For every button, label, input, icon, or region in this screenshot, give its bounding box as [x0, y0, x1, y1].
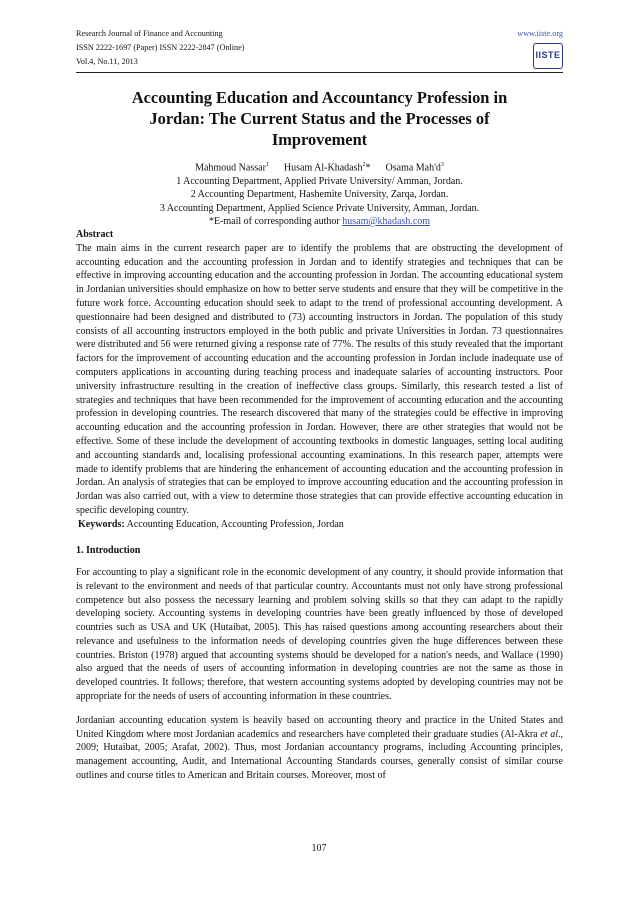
journal-url-link[interactable]: www.iiste.org — [517, 29, 563, 38]
intro-p2-part-b: ., 2009; Hutaibat, 2005; Arafat, 2002). Thus, most Jordanian accountancy programs, including Accounting principles, management accounting, Audit, and International Accounting Standards courses, generally consist of similar course outlines and course titles to American and Britain courses. Moreover, most of — [76, 728, 564, 782]
issn-line: ISSN 2222-1697 (Paper) ISSN 2222-2847 (Online) — [76, 43, 245, 52]
paper-title: Accounting Education and Accountancy Profession in Jordan: The Current Status and the Processes of Improvement — [131, 88, 508, 149]
corresponding-email-line — [76, 215, 563, 228]
author-2-sup: 2 — [362, 162, 366, 168]
abstract-heading: Abstract — [76, 229, 114, 241]
running-header — [76, 27, 563, 69]
iiste-logo: IISTE — [533, 43, 563, 69]
author-3: Osama Mah'd — [385, 162, 441, 174]
page-number: 107 — [311, 843, 327, 854]
intro-p2-part-a: Jordanian accounting education system is heavily based on accounting theory and practice in the United States and United Kingdom where most Jordanian academics and researchers have completed their graduate studies (Al-Akra — [76, 714, 563, 740]
email-prefix: *E-mail of corresponding author — [208, 215, 343, 227]
author-1-sup: 1 — [265, 162, 269, 168]
affiliation-3: 3 Accounting Department, Applied Science Private University, Amman, Jordan. — [159, 202, 480, 214]
author-1: Mahmoud Nassar — [195, 162, 266, 174]
header-divider — [76, 72, 563, 73]
volume-line: Vol.4, No.11, 2013 — [76, 57, 138, 66]
author-block — [76, 159, 563, 228]
email-link[interactable]: husam@khadash.com — [342, 215, 431, 227]
author-names — [76, 159, 563, 175]
intro-p2-etal: et al — [540, 728, 559, 740]
affiliation-1: 1 Accounting Department, Applied Private University/ Amman, Jordan. — [176, 175, 463, 187]
introduction-heading: 1. Introduction — [76, 544, 141, 556]
intro-paragraph-1: For accounting to play a significant role in the economic development of any country, it should provide information that is relevant to the environment and needs of that particular country. Accountants must not only have strong professional competence but also possess the necessary learning and problem solving skills so that they can adapt to the rapidly developing society. Accounting systems in developing countries have been greatly influenced by those of developed countries such as USA and UK (Hutaibat, 2005). This has raised questions among accounting researchers about their relevance and usefulness to the information needs of developing countries given the huge differences between these countries. Briston (1978) argued that accounting systems should be developed for a nation's needs, and Wallace (1990) also argued that the needs of users of accounting information in developing countries are not the same as those in developed countries. It follows; therefore, that western accounting systems adopted by developing countries may not be appropriate for the needs of users of accounting information in these countries. — [76, 566, 563, 703]
author-2: Husam Al-Khadash — [283, 162, 363, 174]
keywords-list: Accounting Education, Accounting Profession, Jordan — [124, 518, 344, 530]
affiliation-2: 2 Accounting Department, Hashemite University, Zarqa, Jordan. — [190, 189, 449, 201]
corresponding-mark: * — [365, 162, 371, 174]
abstract-text: The main aims in the current research paper are to identify the problems that are obstructing the development of accounting education and the accounting profession in Jordan and to identify strategies and techniques that can be effective in improving accounting education and the accounting profession in Jordan. The accounting educational system in Jordanian universities should emphasize on how to better serve students and ensure that they will be competitive in the future work force. Accounting education should seek to adapt to the trend of professional accounting development. A questionnaire had been designed and distributed to (73) accounting instructors in Jordan. The population of this study consists of all accounting instructors employed in the both public and private Universities in Jordan. 73 questionnaires were distributed and 56 were returned giving a response rate of 77%. The results of this study revealed that the important factors for the improvement of accounting education and the accounting profession in Jordan include inadequate use of computers applications in accounting during teaching process and inadequate salaries of accounting instructors. Poor university infrastructure resulting in the creation of ineffective class groups. Similarly, this research tested a list of strategies and techniques that have been recommended for the improvement of accounting education and the accounting profession in developing countries. The research discovered that many of the strategies could be effective in improving accounting education and the accounting profession in Jordan. However, there are other strategies that would not be effective. Some of these include the development of accounting textbooks in domestic languages, setting local auditing and accounting standards and, localising professional accounting examinations. In this research paper, attempts were made to identify problems that are hindering the enhancement of accounting education and the accounting profession in Jordan. An analysis of strategies that can be employed to improve accounting education and the accounting profession in Jordan was also carried out, with a view to determine those strategies that can provide effective accounting education in specific developing country. — [76, 242, 563, 516]
keywords-label: Keywords: — [78, 518, 125, 530]
keywords-line — [78, 518, 563, 532]
intro-paragraph-2 — [76, 714, 563, 783]
journal-name: Research Journal of Finance and Accounting — [76, 29, 223, 38]
author-3-sup: 3 — [440, 162, 444, 168]
